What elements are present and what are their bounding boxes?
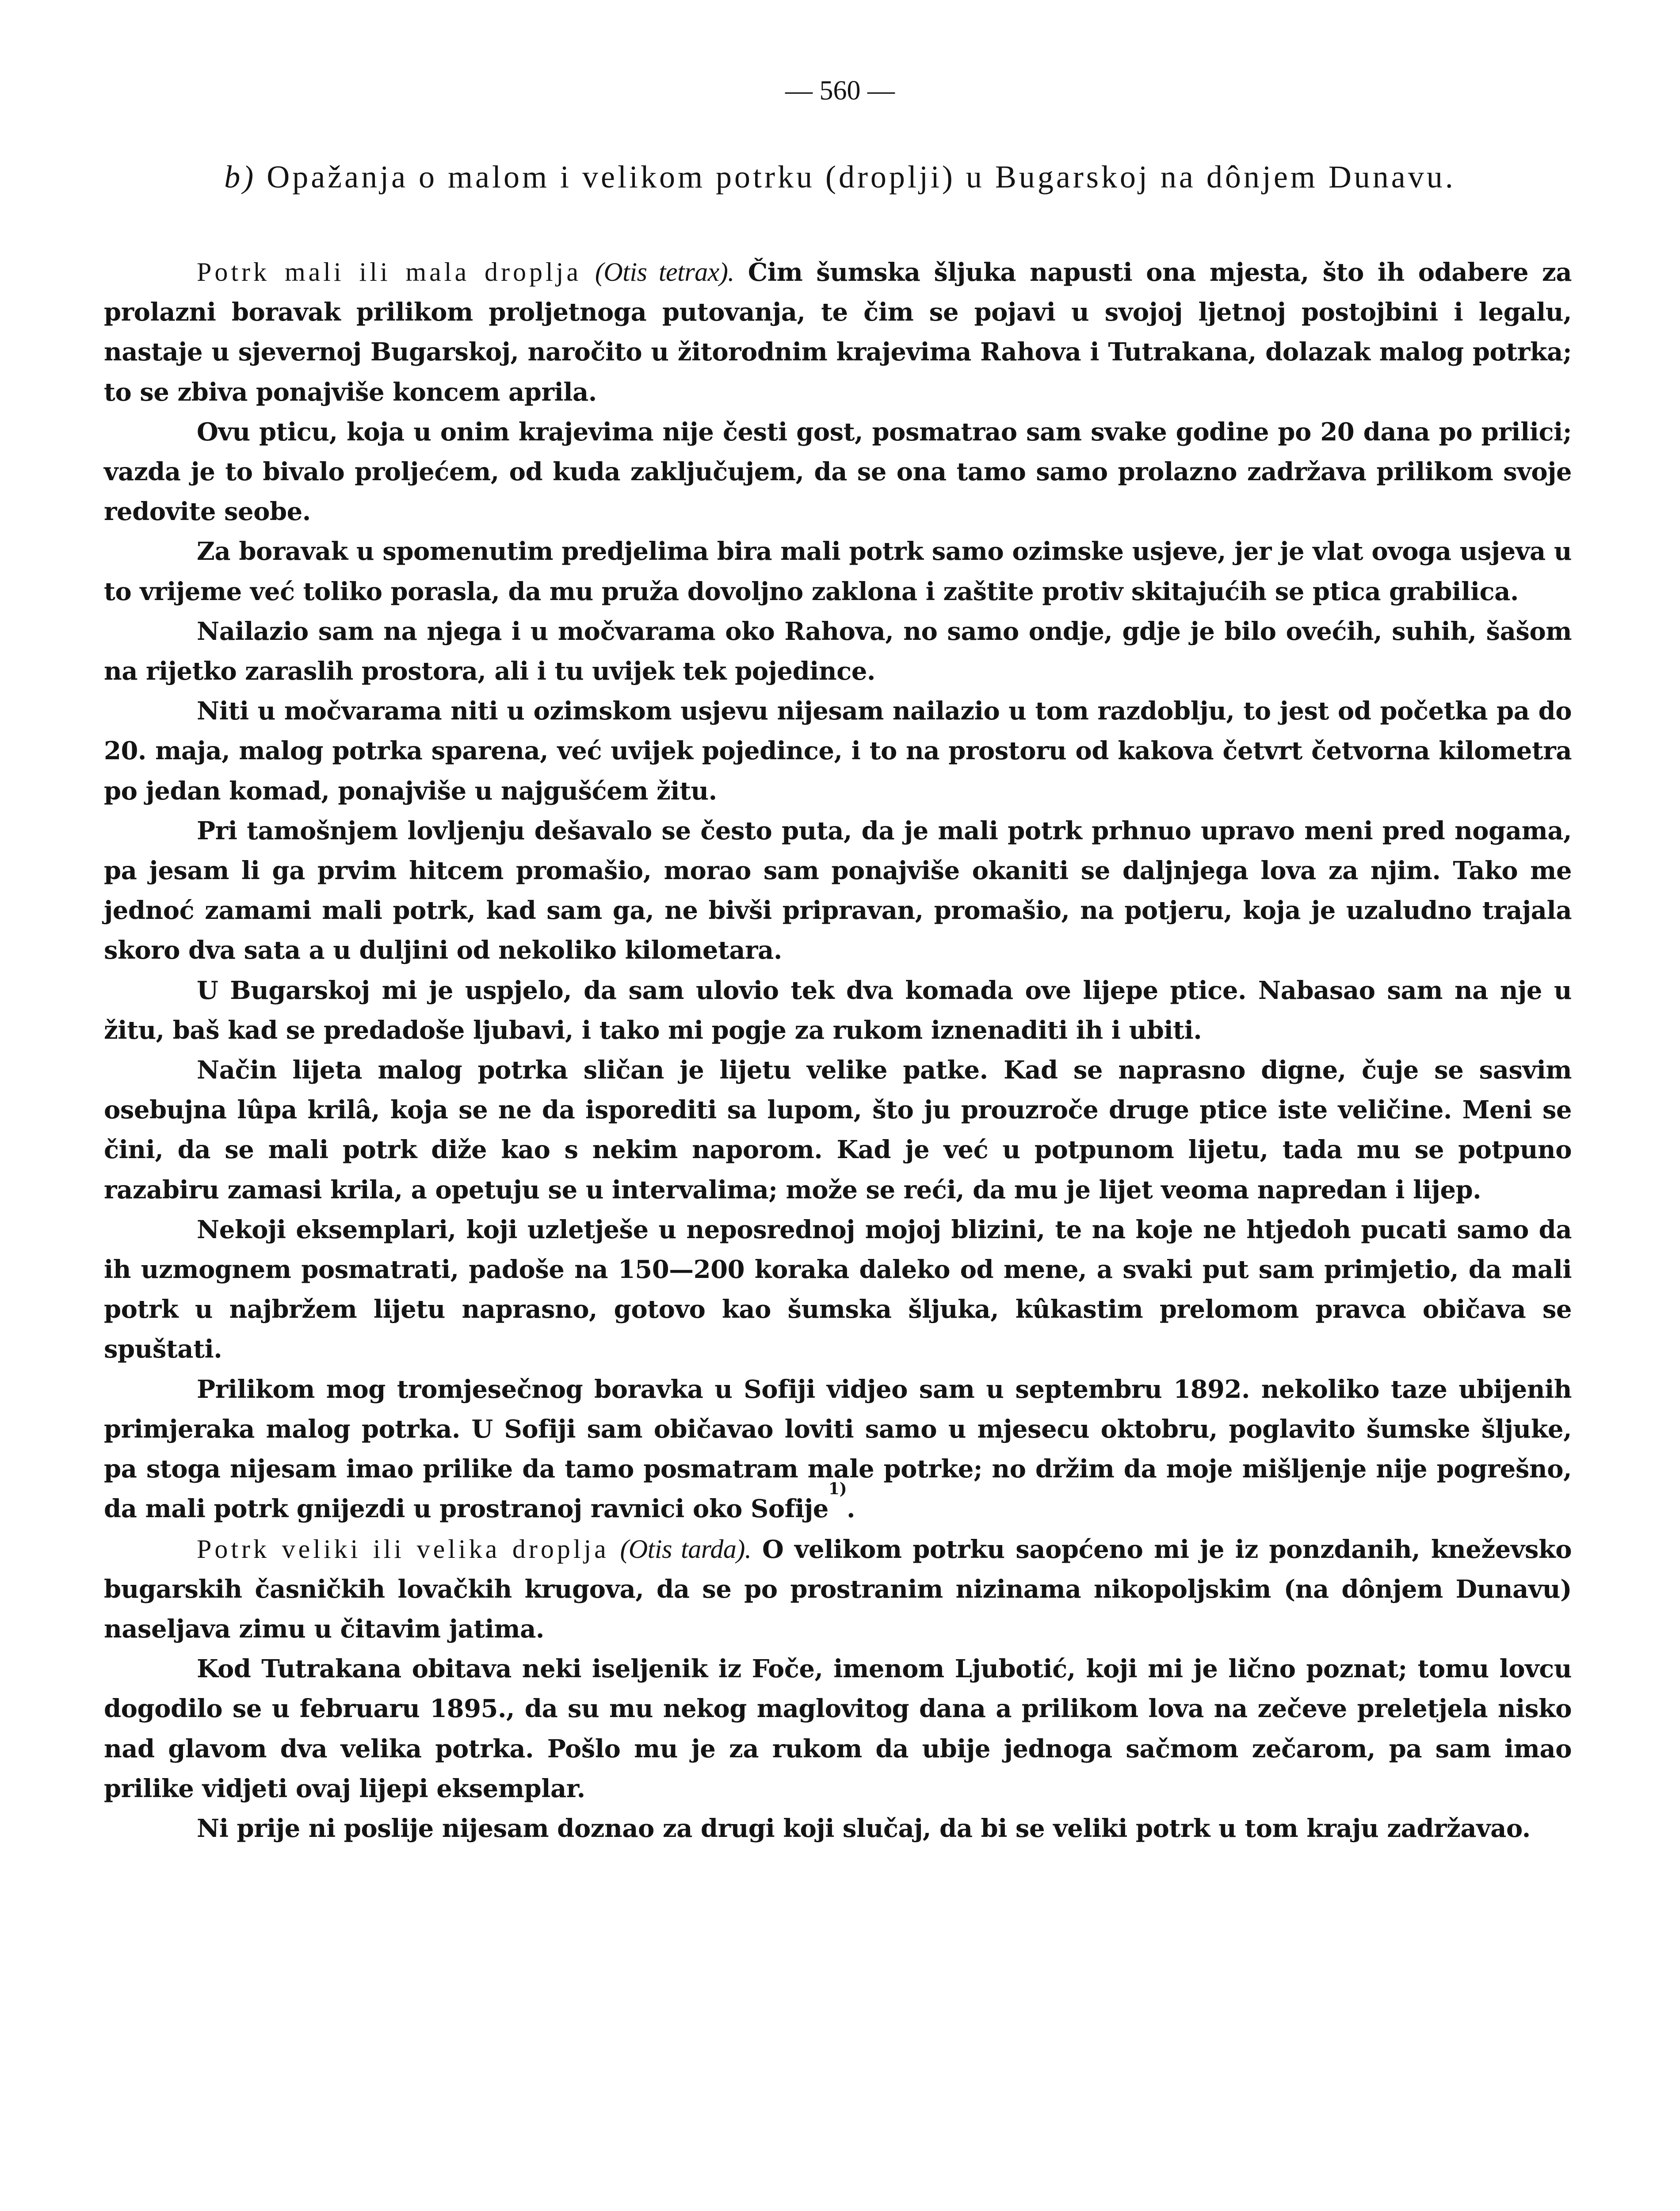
paragraph: Ni prije ni poslije nijesam doznao za drugi koji slučaj, da bi se veliki potrk u tom kraju zadržavao. — [197, 1813, 1531, 1843]
paragraph — [104, 252, 1572, 412]
paragraph: Za boravak u spomenutim predjelima bira mali potrk samo ozimske usjeve, jer je vlat ovoga usjeva u to vrijeme već toliko porasla, da mu pruža dovoljno zaklona i zaštite protiv skitajućih se ptica grabilica. — [104, 537, 1572, 606]
latin-name: (Otis tetrax). — [595, 257, 734, 287]
paragraph-text: O velikom potrku saopćeno mi je iz ponzdanih, kneževsko bugarskih časničkih lovačkih krugova, da se po prostranim nizinama nikopoljskim (na dônjem Dunavu) naseljava zimu u čitavim jatima. — [104, 1534, 1572, 1644]
paragraph: U Bugarskoj mi je uspjelo, da sam ulovio tek dva komada ove lijepe ptice. Nabasao sam na nje u žitu, baš kad se predadoše ljubavi, i tako mi pogje za rukom iznenaditi ih i ubiti. — [104, 975, 1572, 1045]
paragraph — [104, 1529, 1572, 1649]
species-name: Potrk veliki ili velika droplja — [197, 1534, 609, 1564]
latin-name: (Otis tarda). — [620, 1534, 752, 1564]
paragraph: Nailazio sam na njega i u močvarama oko Rahova, no samo ondje, gdje je bilo ovećih, suhih, šašom na rijetko zaraslih prostora, ali i tu uvijek tek pojedince. — [104, 616, 1572, 686]
page-number: — 560 — — [785, 76, 895, 106]
paragraph: Pri tamošnjem lovljenju dešavalo se često puta, da je mali potrk prhnuo upravo meni pred nogama, pa jesam li ga prvim hitcem promašio, morao sam ponajviše okaniti se daljnjega lova za njim. Tako me jednoć zamami mali potrk, kad sam ga, ne bivši pripravan, promašio, na potjeru, koja je uzaludno trajala skoro dva sata a u duljini od nekoliko kilometara. — [104, 816, 1572, 965]
paragraph-text: Prilikom mog tromjesečnog boravka u Sofiji vidjeo sam u septembru 1892. nekoliko taze ubijenih primjeraka malog potrka. U Sofiji sam običavao loviti samo u mjesecu oktobru, poglavito šumske šljuke, pa stoga nijesam imao prilike da tamo posmatram male potrke; no držim da moje mišljenje nije pogrešno, da mali potrk gnijezdi u prostranoj ravnici oko Sofije — [104, 1374, 1572, 1524]
section-title-text: Opažanja o malom i velikom potrku (droplji) u Bugarskoj na dônjem Dunavu. — [267, 159, 1456, 195]
paragraph: Nekoji eksemplari, koji uzletješe u neposrednoj mojoj blizini, te na koje ne htjedoh pucati samo da ih uzmognem posmatrati, padoše na 150—200 koraka daleko od mene, a svaki put sam primjetio, da mali potrk u najbržem lijetu naprasno, gotovo kao šumska šljuka, kûkastim prelomom pravca običava se spuštati. — [104, 1215, 1572, 1364]
paragraph: Način lijeta malog potrka sličan je lijetu velike patke. Kad se naprasno digne, čuje se sasvim osebujna lûpa krilâ, koja se ne da isporediti sa lupom, što ju prouzroče druge ptice iste veličine. Meni se čini, da se mali potrk diže kao s nekim naporom. Kad je već u potpunom lijetu, tada mu se potpuno razabiru zamasi krila, a opetuju se u intervalima; može se reći, da mu je lijet veoma napredan i lijep. — [104, 1056, 1572, 1205]
article-body — [104, 252, 1572, 1848]
paragraph: Kod Tutrakana obitava neki iseljenik iz Foče, imenom Ljubotić, koji mi je lično poznat; tomu lovcu dogodilo se u februaru 1895., da su mu nekog maglovitog dana a prilikom lova na zečeve preletjela nisko nad glavom dva velika potrka. Pošlo mu je za rukom da ubije jednoga sačmom zečarom, pa sam imao prilike vidjeti ovaj lijepi eksemplar. — [104, 1654, 1572, 1803]
paragraph: Ovu pticu, koja u onim krajevima nije česti gost, posmatrao sam svake godine po 20 dana po prilici; vazda je to bivalo proljećem, od kuda zaključujem, da se ona tamo samo prolazno zadržava prilikom svoje redovite seobe. — [104, 417, 1572, 527]
footnote-reference: 1) — [828, 1480, 847, 1499]
paragraph: Niti u močvarama niti u ozimskom usjevu nijesam nailazio u tom razdoblju, to jest od početka pa do 20. maja, malog potrka sparena, već uvijek pojedince, i to na prostoru od kakova četvrt četvorna kilometra po jedan komad, ponajviše u najgušćem žitu. — [104, 696, 1572, 806]
section-title — [199, 153, 1481, 201]
paragraph-tail: . — [847, 1494, 855, 1524]
species-name: Potrk mali ili mala droplja — [197, 257, 581, 287]
paragraph — [104, 1369, 1572, 1529]
paragraph-text: Čim šumska šljuka napusti ona mjesta, što ih odabere za prolazni boravak prilikom proljetnoga putovanja, te čim se pojavi u svojoj ljetnoj postojbini i legalu, nastaje u sjevernoj Bugarskoj, naročito u žitorodnim krajevima Rahova i Tutrakana, dolazak malog potrka; to se zbiva ponajviše koncem aprila. — [104, 258, 1572, 407]
section-label: b) — [224, 159, 256, 195]
